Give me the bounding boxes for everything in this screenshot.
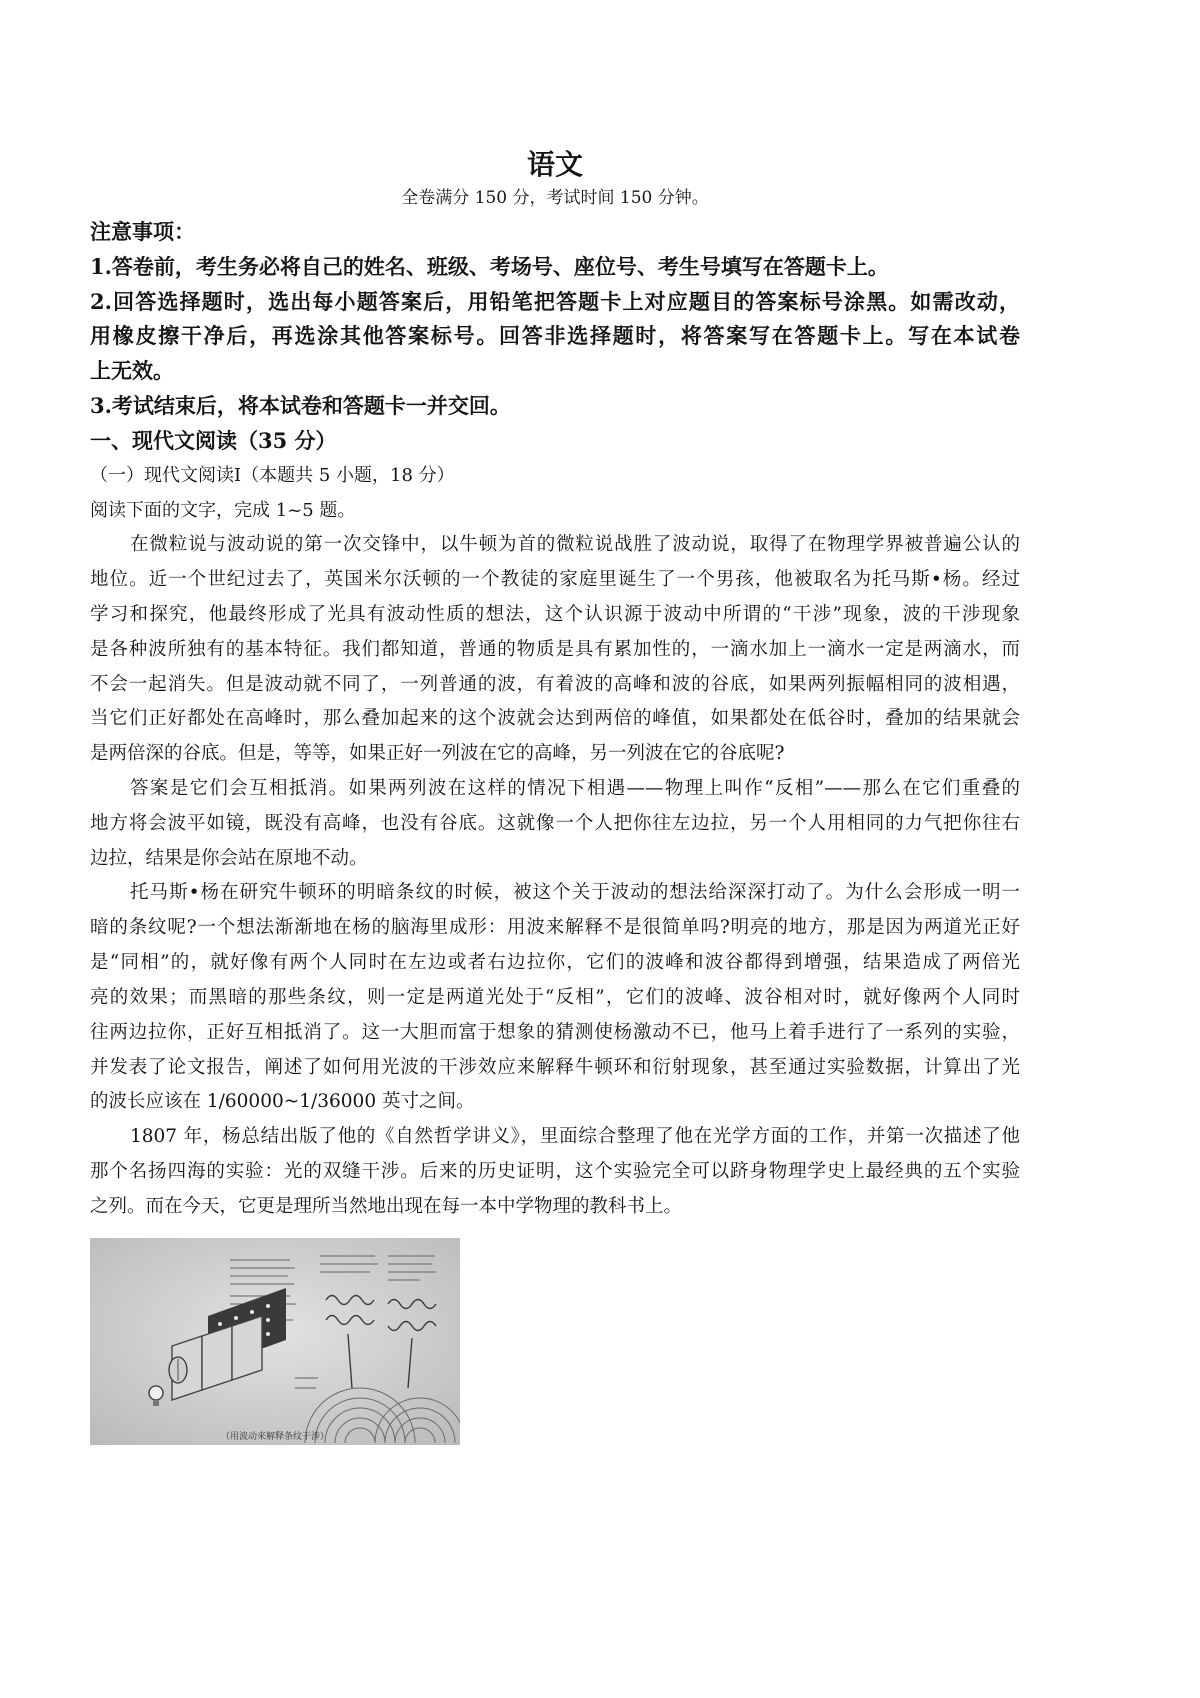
notice-item-2-line: 上无效。 <box>90 358 174 384</box>
double-slit-figure <box>90 1238 460 1445</box>
paragraph-line: 1807 年，杨总结出版了他的《自然哲学讲义》，里面综合整理了他在光学方面的工作，并第一次描述了他 <box>130 1126 1020 1148</box>
paragraph-line: 暗的条纹呢?一个想法渐渐地在杨的脑海里成形：用波来解释不是很简单吗?明亮的地方，那是因为两道光正好 <box>90 917 1020 939</box>
subsection-heading: （一）现代文阅读Ⅰ（本题共 5 小题，18 分） <box>90 464 455 486</box>
paragraph-line: 答案是它们会互相抵消。如果两列波在这样的情况下相遇——物理上叫作“反相”——那么在它们重叠的 <box>130 778 1020 799</box>
exam-title: 语文 <box>526 148 583 181</box>
paragraph-line: 当它们正好都处在高峰时，那么叠加起来的这个波就会达到两倍的峰值，如果都处在低谷时，叠加的结果就会 <box>90 708 1020 730</box>
paragraph-line: 并发表了论文报告，阐述了如何用光波的干涉效应来解释牛顿环和衍射现象，甚至通过实验数据，计算出了光 <box>90 1056 1020 1078</box>
paragraph-line: 边拉，结果是你会站在原地不动。 <box>90 847 368 869</box>
notice-heading: 注意事项： <box>90 219 195 244</box>
reading-instruction: 阅读下面的文字，完成 1~5 题。 <box>90 499 356 521</box>
paragraph-line: 在微粒说与波动说的第一次交锋中，以牛顿为首的微粒说战胜了波动说，取得了在物理学界被普遍公认的 <box>130 534 1020 556</box>
double-slit-illustration <box>90 1238 460 1445</box>
paragraph-line: 往两边拉你，正好互相抵消了。这一大胆而富于想象的猜测使杨激动不已，他马上着手进行了一系列的实验， <box>90 1021 1020 1043</box>
paragraph-line: 的波长应该在 1/60000~1/36000 英寸之间。 <box>90 1091 475 1113</box>
paragraph-line: 托马斯•杨在研究牛顿环的明暗条纹的时候，被这个关于波动的想法给深深打动了。为什么会形成一明一 <box>130 882 1020 904</box>
paragraph-line: 是两倍深的谷底。但是，等等，如果正好一列波在它的高峰，另一列波在它的谷底呢? <box>90 743 785 765</box>
notice-item-3: 3.考试结束后，将本试卷和答题卡一并交回。 <box>90 393 511 419</box>
exam-body <box>90 215 1020 1225</box>
notice-item-1: 1.答卷前，考生务必将自己的姓名、班级、考场号、座位号、考生号填写在答题卡上。 <box>90 253 889 279</box>
section-heading: 一、现代文阅读（35 分） <box>90 427 337 453</box>
paragraph-1 <box>90 528 1020 772</box>
paragraph-line: 不会一起消失。但是波动就不同了，一列普通的波，有着波的高峰和波的谷底，如果两列振幅相同的波相遇， <box>90 673 1020 695</box>
paragraph-3 <box>90 876 1020 1120</box>
paragraph-line: 是“同相”的，就好像有两个人同时在左边或者右边拉你，它们的波峰和波谷都得到增强，结果造成了两倍光 <box>90 952 1020 974</box>
paragraph-line: 地位。近一个世纪过去了，英国米尔沃顿的一个教徒的家庭里诞生了一个男孩，他被取名为托马斯•杨。经过 <box>90 569 1020 591</box>
aperture-disk <box>169 1357 187 1383</box>
exam-subtitle: 全卷满分 150 分，考试时间 150 分钟。 <box>401 188 709 208</box>
figure-caption: （用波动来解释条纹干涉） <box>220 1432 330 1442</box>
paragraph-line: 是各种波所独有的基本特征。我们都知道，普通的物质是具有累加性的，一滴水加上一滴水一定是两滴水，而 <box>90 638 1020 660</box>
paragraph-line: 地方将会波平如镜，既没有高峰，也没有谷底。这就像一个人把你往左边拉，另一个人用相同的力气把你往右 <box>90 812 1020 834</box>
notice-item-2-line: 用橡皮擦干净后，再选涂其他答案标号。回答非选择题时，将答案写在答题卡上。写在本试卷 <box>90 323 1020 349</box>
paragraph-4 <box>90 1120 1020 1224</box>
notice-section <box>90 215 1020 424</box>
paragraph-line: 那个名扬四海的实验：光的双缝干涉。后来的历史证明，这个实验完全可以跻身物理学史上最经典的五个实验 <box>90 1160 1020 1182</box>
paragraph-line: 之列。而在今天，它更是理所当然地出现在每一本中学物理的教科书上。 <box>90 1195 683 1217</box>
paragraph-line: 亮的效果；而黑暗的那些条纹，则一定是两道光处于“反相”，它们的波峰、波谷相对时，就好像两个人同时 <box>90 986 1020 1008</box>
paragraph-line: 学习和探究，他最终形成了光具有波动性质的想法，这个认识源于波动中所谓的“干涉”现象，波的干涉现象 <box>90 603 1020 625</box>
paragraph-2 <box>90 772 1020 876</box>
notice-item-2-line: 2.回答选择题时，选出每小题答案后，用铅笔把答题卡上对应题目的答案标号涂黑。如需改动， <box>90 288 1020 314</box>
